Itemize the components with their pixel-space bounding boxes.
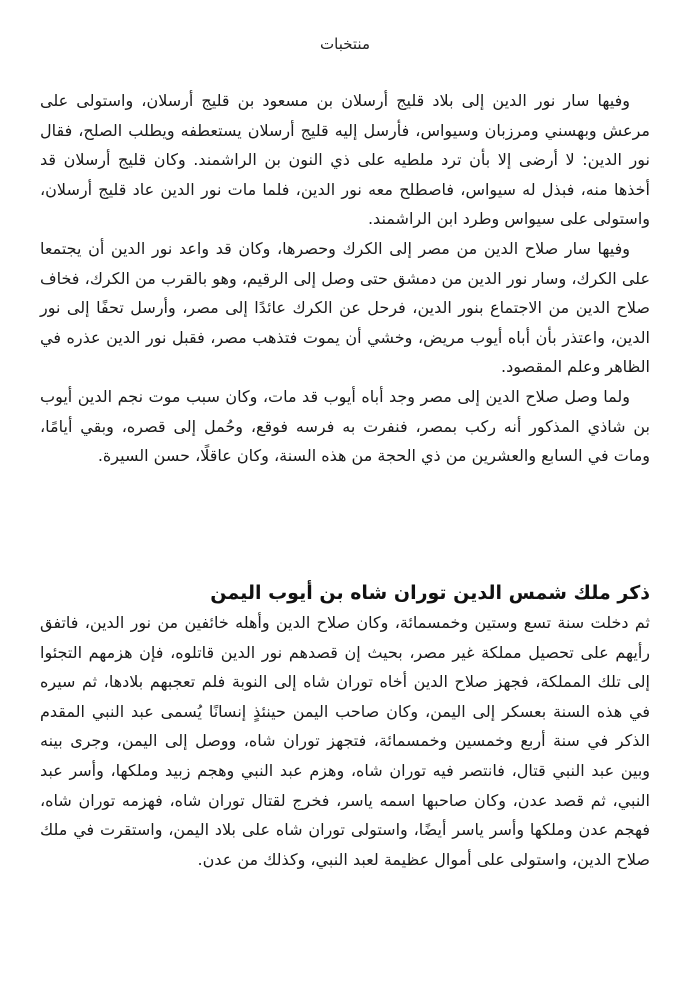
running-header: منتخبات [320,35,370,53]
text-block-2 [40,608,650,874]
book-page [40,0,650,1000]
text-block-1 [40,86,650,471]
paragraph-nur-al-din-qilij-arslan: وفيها سار نور الدين إلى بلاد قليج أرسلان بن مسعود بن قليج أرسلان، واستولى على مرعش وبهسني ومرزبان وسيواس، فأرسل إليه قليج أرسلان يستعطفه ويطلب الصلح، فقال نور الدين: لا أرضى إلا بأن ترد ملطيه على ذي النون بن الراشمند. وكان قليج أرسلان قد أخذها منه، فبذل له سيواس، فاصطلح معه نور الدين، فلما مات نور الدين عاد قليج أرسلان، واستولى على سيواس وطرد ابن الراشمند. [40,91,650,229]
paragraph-turan-shah-yemen: ثم دخلت سنة تسع وستين وخمسمائة، وكان صلاح الدين وأهله خائفين من نور الدين، فاتفق رأيهم على تحصيل مملكة غير مصر، بحيث إن قصدهم نور الدين قاتلوه، فإن هزمهم التجئوا إلى تلك المملكة، فجهز صلاح الدين أخاه توران شاه إلى النوبة فلم تعجبهم بلادها، ثم سيره في هذه السنة بعسكر إلى اليمن، وكان صاحب اليمن حينئذٍ إنسانًا يُسمى عبد النبي المقدم الذكر في سنة أربع وخمسين وخمسمائة، فتجهز توران شاه، ووصل إلى اليمن، وجرى بينه وبين عبد النبي قتال، فانتصر فيه توران شاه، وهزم عبد النبي وهجم زبيد وملكها، وأسر عبد النبي، ثم قصد عدن، وكان صاحبها اسمه ياسر، فخرج لقتال توران شاه، فهزمه توران شاه، فهجم عدن وملكها وأسر ياسر أيضًا، واستولى توران شاه على بلاد اليمن، واستقرت في ملك صلاح الدين، واستولى على أموال عظيمة لعبد النبي، وكذلك من عدن. [40,613,650,869]
paragraph-death-of-ayyub: ولما وصل صلاح الدين إلى مصر وجد أباه أيوب قد مات، وكان سبب موت نجم الدين أيوب بن شاذي المذكور أنه ركب بمصر، فنفرت به فرسه فوقع، وحُمل إلى قصره، وبقي أيامًا، ومات في السابع والعشرين من ذي الحجة من هذه السنة، وكان عاقلًا، حسن السيرة. [40,386,650,466]
paragraph-salah-al-din-karak: وفيها سار صلاح الدين من مصر إلى الكرك وحصرها، وكان قد واعد نور الدين أن يجتمعا على الكرك، وسار نور الدين من دمشق حتى وصل إلى الرقيم، وهو بالقرب من الكرك، فخاف صلاح الدين من الاجتماع بنور الدين، فرحل عن الكرك عائدًا إلى مصر، وأرسل تحفًا إلى نور الدين، واعتذر بأن أباه أيوب مريض، وخشي أن يموت فتذهب مصر، فقبل نور الدين عذره في الظاهر وعلم المقصود. [40,238,650,377]
section-heading: ذكر ملك شمس الدين توران شاه بن أيوب اليمن [210,581,650,604]
